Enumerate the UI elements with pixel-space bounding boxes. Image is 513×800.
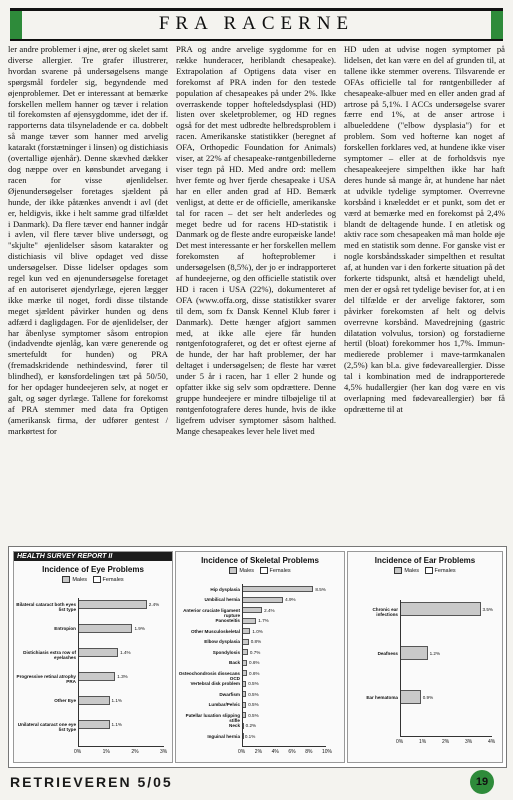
category-label: Other Eye <box>54 698 76 703</box>
chart-legend <box>14 576 172 583</box>
category-label: Spondylosis <box>212 649 240 655</box>
category-label: Entropion <box>54 626 76 631</box>
x-tick-label: 3% <box>465 739 473 745</box>
data-bar <box>242 586 313 592</box>
x-tick-label: 3% <box>160 749 168 755</box>
eye-chart-title: Incidence of Eye Problems <box>42 565 144 574</box>
legend-label-females: Females <box>102 576 124 583</box>
ear-problems-chart <box>347 551 503 763</box>
x-axis <box>78 746 164 747</box>
text-column-2 <box>176 44 336 542</box>
data-bar <box>78 648 118 657</box>
category-label: Panosteitis <box>215 618 240 623</box>
data-label: 1.3% <box>117 674 128 679</box>
data-bar <box>242 639 249 645</box>
category-label: Hip dysplasia <box>210 586 240 592</box>
data-bar <box>242 618 256 624</box>
data-bar <box>242 597 283 603</box>
x-tick-label: 0% <box>238 748 246 755</box>
data-label: 0.2% <box>245 723 257 728</box>
y-axis <box>242 584 243 746</box>
x-tick-label: 4% <box>271 748 279 755</box>
category-label: Neck <box>229 723 240 728</box>
x-tick-label: 1% <box>102 749 110 755</box>
category-label: Progressive retinal atrophy PRA <box>16 674 76 684</box>
data-bar <box>400 690 421 704</box>
data-label: 0.9% <box>422 694 434 700</box>
magazine-issue: RETRIEVEREN 5/05 <box>10 774 173 790</box>
data-bar <box>400 646 428 660</box>
data-label: 8.5% <box>315 586 326 592</box>
x-tick-label: 2% <box>442 739 450 745</box>
x-tick-label: 4% <box>488 739 496 745</box>
x-tick-label: 2% <box>131 749 139 755</box>
x-axis <box>400 736 492 737</box>
category-label: Deafness <box>377 650 398 656</box>
data-label: 3.5% <box>482 606 493 612</box>
data-label: 0.7% <box>249 649 261 655</box>
data-bar <box>78 624 132 633</box>
data-label: 0.8% <box>250 639 262 644</box>
data-bar <box>78 720 110 729</box>
category-label: Dwarfism <box>219 691 240 697</box>
data-label: 1.1% <box>111 722 123 727</box>
header-accent-right <box>491 11 503 39</box>
x-tick-label: 0% <box>74 749 82 755</box>
eye-problems-chart <box>13 551 173 763</box>
x-tick-label: 6% <box>288 748 296 755</box>
page-number: 19 <box>470 770 494 794</box>
data-label: 2.4% <box>148 602 160 607</box>
legend-label-males: Males <box>404 567 420 574</box>
data-label: 0.5% <box>248 712 259 718</box>
legend-swatch-females <box>93 576 101 583</box>
data-bar <box>242 628 250 634</box>
category-label: Other Musculoskeletal <box>190 628 240 634</box>
chart-legend <box>348 567 502 574</box>
data-bar <box>78 672 115 681</box>
category-label: Patellar luxation slipping stifle <box>185 712 240 723</box>
x-tick-label: 1% <box>419 739 427 745</box>
data-label: 0.6% <box>249 660 260 665</box>
report-label: HEALTH SURVEY REPORT II <box>14 552 172 561</box>
paragraph: PRA og andre arvelige sygdomme for en række hunderacer, heriblandt chesapeake). Extrapolation af Optigens data viser en forekomst af PRA inden for den testede population af chesapeakes på under 2%. Ikke overraskende topper hofteledsdysplasi (HD) listen over skeletproblemer, og HD regnes også for det mest udbredte helbredsproblem i racen. Amerikanske statistikker (beregnet af OFA, Orthopedic Foundation for Animals) viser, at 22% af chesapeake-røntgenbillederne viser tegn på HD. Med andre ord: mellem hver femte og hver fjerde chesapeake i USA har en eller anden grad af HD. Bemærk venligst, at dette er de officielle, amerikanske tal for racen – det ser helt anderledes og meget bedre ud for racens HD-statistik i Danmark og de fleste andre europæiske lande! Det mest interessante er her forskellen mellem forekomsten af hofteproblemer i undersøgelsen (8,5%), der jo er indrapporteret af hundeejerne, og den officielle statistik over HD i racen i USA (22%), dokumenteret af OFA (www.offa.org, disse statistikker svarer til dem, som fx Dansk Kennel Klub fører i Danmark). Dette hænger afgjort sammen med, at ikke alle ejere får hunden røntgenfotograferet, og det er oftest ejerne af de hunde, der har haft problemer, der har deltaget i undersøgelsen; de fleste har været under 5 år i racen, har 1 eller 2 hunde og opfatter ikke sig selv som opdrættere. Denne gruppe hundeejere er mindre tilbøjelige til at røntgenfotografere deres hunde, hvis de ikke ligefrem udviser symptomer såsom halthed. Mange chesapeakes lever hele livet med <box>176 44 336 436</box>
x-tick-label: 10% <box>322 748 333 755</box>
data-label: 0.5% <box>248 702 259 707</box>
category-label: Vertebral disk problem <box>190 681 240 686</box>
category-label: Inguinal hernia <box>207 733 240 739</box>
skeletal-problems-chart <box>175 551 345 763</box>
legend-label-females: Females <box>434 567 456 574</box>
data-bar <box>78 600 147 609</box>
paragraph: ler andre problemer i øjne, ører og skelet samt diverse allergier. Tre grafer illustrerer, hvordan svarene på undersøgelsens mange spørgsmål fordeler sig, begyndende med øjenproblemer. Det er interessant at bemærke forskellen mellem hanner og tæver i relation til forekomsten af øjensygdomme, idet der if. rapporterns data tilsyneladende er ca. dobbelt så mange tæver som hanner med arvelig katarakt (forstætninger i linsen) og distichiasis (overtallige øjenhår). Denne skævhed dækker dog næppe over en kønsbundet arvegang i racen for visse øjenlidelser. Øjenundersøgelser foretages sjældent på hunde, der ikke påtænkes anvendt i avl (det er, heldigvis, ikke i helt samme grad tilfældet i Danmark). Da flere tæver end hanner indgår i avlen, vil flere tæver blive undersøgt, og "skjulte" øjenlidelser såsom katarakter og distichiasis vil blive opdaget ved disse undersøgelser. Disse lidelser opdages som regel kun ved en øjenundersøgelse foretaget af en autoriseret øjendyrlæge, ejeren lægger ikke mærke til noget, fordi disse tilstande meget sjældent påvirker hunden og dens adfærd i dagligdagen. For de øjenlidelser, der har åbenlyse symptomer såsom entropion (indadvendte øjenlåg, kan være generende og smertefuldt for hunden) og PRA (fremadskridende nethindesvind, fører til blindhed), er kønsfordelingen tæt på 50/50, for her opdager hundeejeren selv, at noget er galt, og søger dyrlæge. Tallene for forekomst af PRA stemmer med data fra Optigen (amerikansk firma, der udfører gentest / markørtest for <box>8 44 168 436</box>
legend-swatch-males <box>394 567 402 574</box>
category-label: Umbilical hernia <box>204 597 240 602</box>
data-label: 0.1% <box>244 733 256 739</box>
paragraph: HD uden at udvise nogen symptomer på lidelsen, det kan være en del af grunden til, at tallene ikke stemmer overens. Tilsvarende er OFAs officielle tal for røntgenbilleder af chesapeake-albuer med en eller anden grad af artrose på 5,1%. I ACCs undersøgelse svarer færre end 1%, at de anser artrose i albueleddene ("elbow dysplasia") for et problem. Som ved hofterne kan noget af forskellen forklares ved, at hundene ikke viser symptomer – eller at de forholdsvis nye chesapeakeejere simpelthen ikke har haft deres hunde så mange år, at hundene har nået at udvikle tydelige symptomer. Overrevne korsbånd i knæleddet er et punkt, som det er værd at bemærke med en forekomst på 2,4% blandt de deltagende hunde. I en atletisk og aktiv race som chesapeaken må man holde øje med en statistik som denne. For ganske vist er nogle korsbåndsskader simpelthen et resultat af, at hunden var i den forkerte situation på det forkerte tidspunkt, altså et hændeligt uheld, men der er også ret tydelige beviser for, at i en del tilfælde er der arvelige faktorer, som påvirker forekomsten af helt og delvis overrevne korsbånd. Mavedrejning (gastric dilatation volvulus, torsion) og forstadierne hertil (bloat) forekommer hos 1,7%. Immun-medierede problemer i mave-tarmkanalen (2,5%) kan bl.a. give fødevareallergier. Disse tal i kombination med de indrapporterede 4,5% hudallergier (her kan dog være en vis overlapning med fødevareallergier) bør få opdrætterne til at <box>344 44 505 414</box>
category-label: Distichiasis extra row of eyelashes <box>23 650 76 660</box>
y-axis <box>78 598 79 746</box>
article-body <box>8 44 505 542</box>
legend-swatch-females <box>425 567 433 574</box>
data-label: 0.6% <box>249 670 260 676</box>
category-label: Lumbar/Pelvic <box>208 702 240 707</box>
data-label: 1.1% <box>111 698 123 703</box>
category-label: Back <box>229 660 240 665</box>
legend-label-females: Females <box>269 567 291 574</box>
data-label: 0.5% <box>248 691 259 697</box>
text-column-1 <box>8 44 168 542</box>
legend-swatch-males <box>229 567 237 574</box>
text-column-3 <box>344 44 505 542</box>
data-label: 2.4% <box>264 607 275 613</box>
category-label: Unilateral cataract one eye list type <box>17 722 76 732</box>
data-bar <box>242 607 262 613</box>
data-label: 1.7% <box>258 618 269 623</box>
legend-swatch-females <box>260 567 268 574</box>
section-title: FRA RACERNE <box>158 13 355 34</box>
category-label: Chronic ear infections <box>372 606 398 617</box>
legend-swatch-males <box>62 576 70 583</box>
x-tick-label: 8% <box>305 748 313 755</box>
category-label: Anterior cruciate ligament rupture <box>183 607 240 618</box>
data-label: 1.0% <box>252 628 263 634</box>
category-label: Osteochondrosis dissecans OCD <box>178 670 240 681</box>
data-bar <box>400 602 481 616</box>
chart-legend <box>176 567 344 574</box>
page-header <box>10 8 503 41</box>
category-label: Ear hematoma <box>366 694 398 700</box>
category-label: Elbow dysplasia <box>204 639 240 644</box>
x-axis <box>242 746 326 747</box>
legend-label-males: Males <box>72 576 88 583</box>
x-tick-label: 0% <box>396 739 404 745</box>
data-bar <box>78 696 110 705</box>
data-label: 1.9% <box>134 626 145 631</box>
legend-label-males: Males <box>239 567 255 574</box>
skeletal-chart-title: Incidence of Skeletal Problems <box>201 556 319 565</box>
x-tick-label: 2% <box>254 748 263 755</box>
figure-area <box>8 546 507 768</box>
data-label: 1.4% <box>120 650 131 655</box>
y-axis <box>400 600 401 736</box>
data-label: 4.9% <box>285 597 296 602</box>
data-label: 0.5% <box>248 681 259 686</box>
category-label: Bilateral cataract both eyes list type <box>16 602 76 612</box>
data-label: 1.2% <box>429 650 441 656</box>
ear-chart-title: Incidence of Ear Problems <box>374 556 476 565</box>
